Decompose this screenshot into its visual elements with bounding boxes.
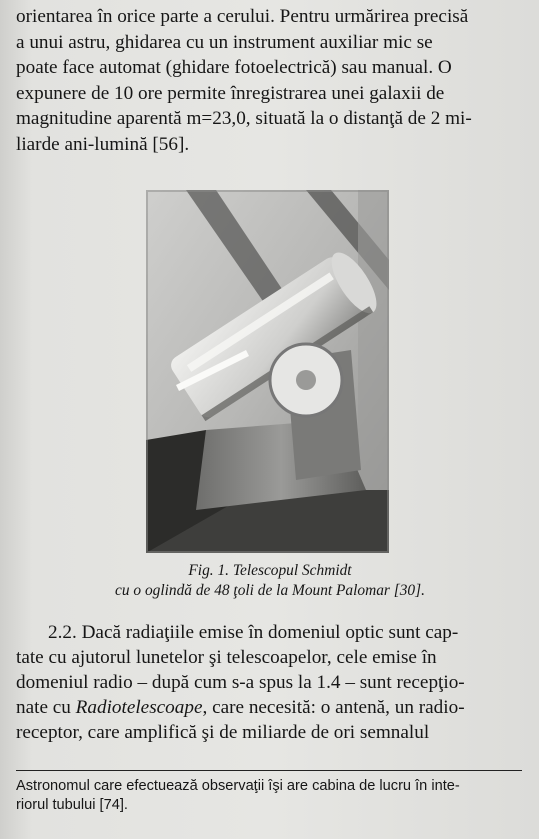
paragraph-line: expunere de 10 ore permite înregistrarea unei galaxii de: [16, 82, 445, 104]
footnote: [16, 777, 522, 815]
footnote-line: riorul tubului [74].: [16, 797, 128, 813]
paragraph-line: a unui astru, ghidarea cu un instrument auxiliar mic se: [16, 31, 433, 53]
italic-term: Radiotelescoape: [75, 697, 203, 718]
telescope-photo: [146, 190, 389, 553]
footnote-line: Astronomul care efectuează observaţii îşi are cabina de lucru în inte-: [16, 778, 460, 794]
paragraph-line: nate cu Radiotelescoape, care necesită: o antenă, un radio-: [16, 697, 465, 718]
paragraph-line: receptor, care amplifică şi de miliarde de ori semnalul: [16, 722, 430, 743]
paragraph-line: poate face automat (ghidare fotoelectrică) sau manual. O: [16, 57, 452, 78]
paragraph-line: tate cu ajutorul lunetelor şi telescoapelor, cele emise în: [16, 647, 437, 668]
top-paragraph: [16, 4, 522, 157]
paragraph-line: orientarea în orice parte a cerului. Pentru urmărirea precisă: [16, 6, 469, 27]
paragraph-line: domeniul radio – după cum s-a spus la 1.4 – sunt recepţio-: [16, 672, 465, 693]
caption-line: Fig. 1. Telescopul Schmidt: [188, 562, 352, 579]
footnote-divider: [16, 770, 522, 771]
caption-line: cu o oglindă de 48 ţoli de la Mount Palomar [30].: [115, 582, 425, 599]
schmidt-telescope-illustration: [146, 190, 389, 553]
paragraph-line: 2.2. Dacă radiaţiile emise în domeniul optic sunt cap-: [48, 622, 459, 643]
paragraph-line: magnitudine aparentă m=23,0, situată la o distanţă de 2 mi-: [16, 108, 472, 129]
paragraph-line: liarde ani-lumină [56].: [16, 133, 190, 155]
section-paragraph: [16, 620, 522, 745]
figure-caption: [40, 561, 500, 601]
